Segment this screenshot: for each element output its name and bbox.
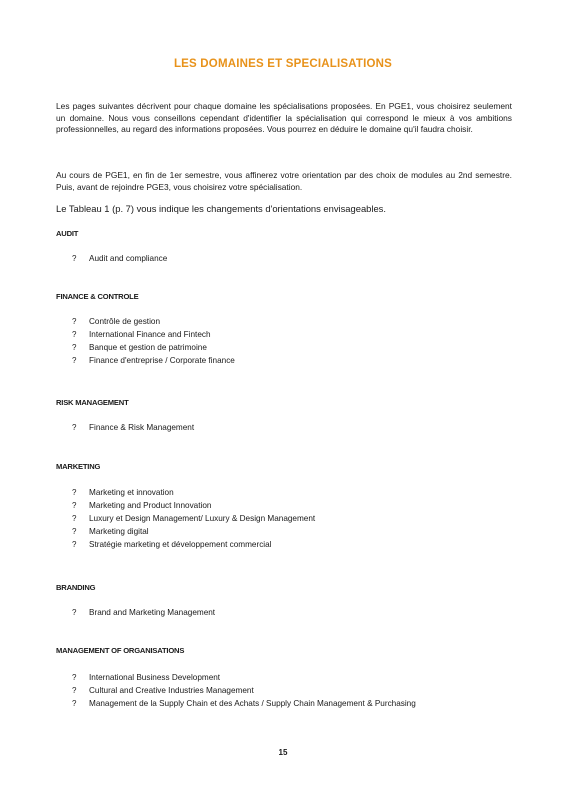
section-heading-branding: BRANDING [56, 583, 96, 592]
bullet-icon: ? [72, 330, 77, 339]
bullet-icon: ? [72, 254, 77, 263]
bullet-icon: ? [72, 699, 77, 708]
intro-paragraph-1: Les pages suivantes décrivent pour chaque domaine les spécialisations proposées. En PGE1, vous choisirez seulement un domaine. Nous vous conseillons cependant d'identifier la spécialisation qui correspond le mieux à vos ambitions professionnelles, au regard des informations proposées. Vous pourrez en déduire le domaine qu'il faudra choisir. [56, 101, 512, 135]
list-item: ? Management de la Supply Chain et des Achats / Supply Chain Management & Purchasing [72, 699, 416, 708]
list-item: ? Marketing digital [72, 527, 149, 536]
list-item: ? Brand and Marketing Management [72, 608, 216, 617]
list-item: ? Marketing and Product Innovation [72, 501, 212, 510]
bullet-icon: ? [72, 423, 77, 432]
list-item: ? Marketing et innovation [72, 488, 174, 497]
list-item: ? Stratégie marketing et développement commercial [72, 540, 272, 549]
section-list-finance [72, 315, 235, 367]
section-heading-risk: RISK MANAGEMENT [56, 398, 129, 407]
bullet-icon: ? [72, 317, 77, 326]
intro-paragraph-3: Le Tableau 1 (p. 7) vous indique les changements d'orientations envisageables. [56, 203, 386, 214]
list-item: ? Finance d'entreprise / Corporate finance [72, 356, 235, 365]
section-list-marketing [72, 486, 315, 551]
bullet-icon: ? [72, 686, 77, 695]
intro-paragraph-2: Au cours de PGE1, en fin de 1er semestre, vous affinerez votre orientation par des choix de modules au 2nd semestre. Puis, avant de rejoindre PGE3, vous choisirez votre spécialisation. [56, 170, 512, 192]
list-item: ? Cultural and Creative Industries Management [72, 686, 254, 695]
list-item: ? Banque et gestion de patrimoine [72, 343, 207, 352]
section-list-audit [72, 252, 167, 265]
bullet-icon: ? [72, 356, 77, 365]
bullet-icon: ? [72, 343, 77, 352]
section-list-branding [72, 606, 215, 619]
bullet-icon: ? [72, 514, 77, 523]
page-title: LES DOMAINES ET SPECIALISATIONS [173, 58, 393, 70]
page-number: 15 [278, 748, 288, 757]
bullet-icon: ? [72, 673, 77, 682]
list-item: ? International Business Development [72, 673, 221, 682]
list-item: ? Luxury et Design Management/ Luxury & Design Management [72, 514, 316, 523]
bullet-icon: ? [72, 501, 77, 510]
section-heading-finance: FINANCE & CONTROLE [56, 292, 139, 301]
bullet-icon: ? [72, 540, 77, 549]
list-item: ? Audit and compliance [72, 254, 168, 263]
bullet-icon: ? [72, 527, 77, 536]
section-list-risk [72, 421, 194, 434]
section-heading-management: MANAGEMENT OF ORGANISATIONS [56, 646, 185, 655]
list-item: ? International Finance and Fintech [72, 330, 211, 339]
bullet-icon: ? [72, 488, 77, 497]
section-heading-marketing: MARKETING [56, 462, 101, 471]
list-item: ? Finance & Risk Management [72, 423, 195, 432]
bullet-icon: ? [72, 608, 77, 617]
list-item: ? Contrôle de gestion [72, 317, 161, 326]
section-list-management [72, 671, 509, 710]
section-heading-audit: AUDIT [56, 229, 79, 238]
